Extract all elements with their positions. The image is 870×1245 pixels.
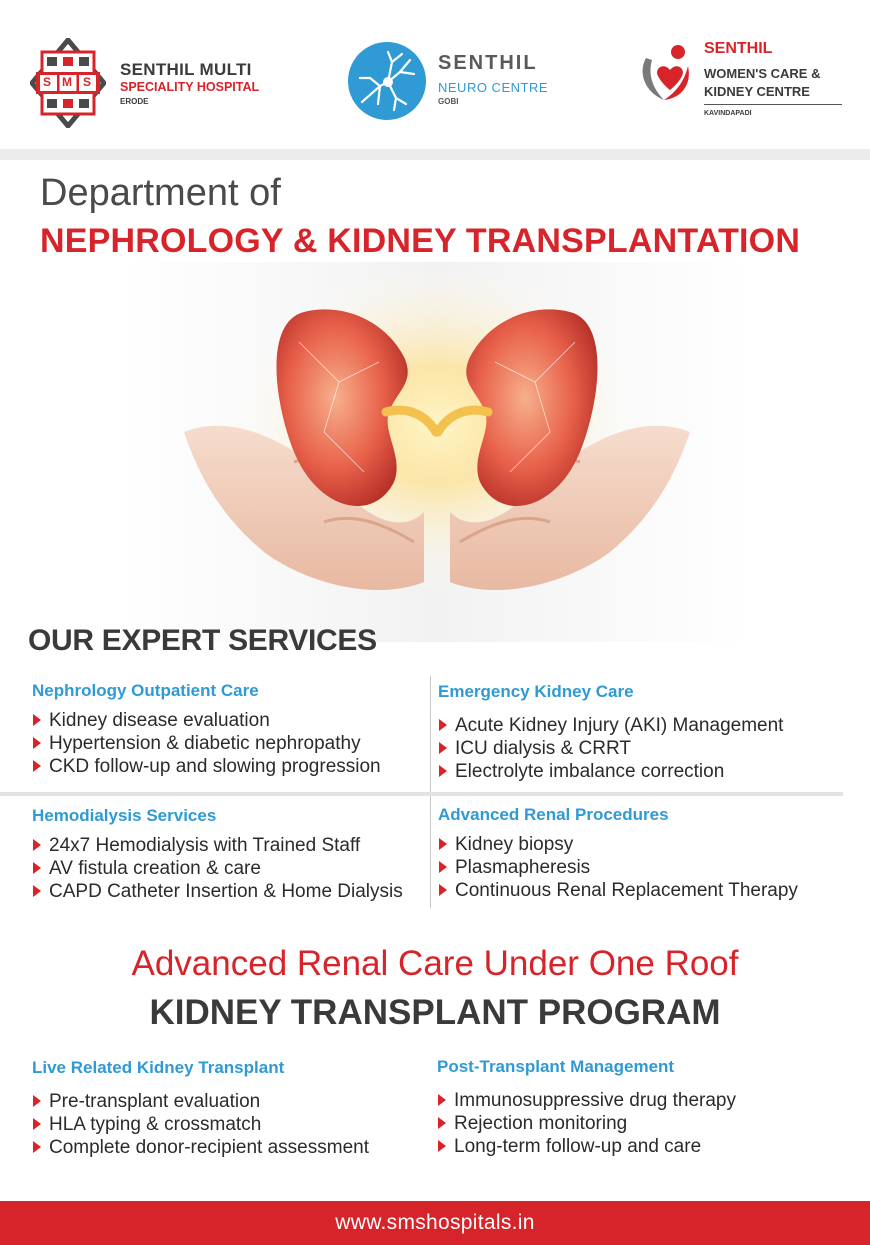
neuron-icon bbox=[348, 42, 426, 120]
tagline: Advanced Renal Care Under One Roof bbox=[131, 944, 739, 983]
service-block-title: Hemodialysis Services bbox=[32, 806, 217, 825]
arrow-bullet-icon bbox=[439, 719, 447, 731]
program-block-title: Post-Transplant Management bbox=[437, 1057, 675, 1076]
list-item: ICU dialysis & CRRT bbox=[438, 737, 783, 760]
transplant-program-heading: KIDNEY TRANSPLANT PROGRAM bbox=[149, 993, 721, 1032]
arrow-bullet-icon bbox=[33, 839, 41, 851]
service-block-hemodialysis bbox=[32, 806, 403, 903]
sms-name-line1: SENTHIL MULTI bbox=[120, 60, 252, 79]
department-title: NEPHROLOGY & KIDNEY TRANSPLANTATION bbox=[40, 222, 801, 260]
arrow-bullet-icon bbox=[438, 1094, 446, 1106]
arrow-bullet-icon bbox=[33, 1095, 41, 1107]
arrow-bullet-icon bbox=[33, 737, 41, 749]
list-item: Rejection monitoring bbox=[437, 1112, 736, 1135]
neuro-name-line2: NEURO CENTRE bbox=[438, 80, 549, 95]
arrow-bullet-icon bbox=[439, 765, 447, 777]
service-list bbox=[438, 714, 783, 783]
program-list bbox=[32, 1090, 369, 1159]
arrow-bullet-icon bbox=[33, 885, 41, 897]
website-link[interactable]: www.smshospitals.in bbox=[335, 1211, 535, 1234]
service-block-nephrology-outpatient bbox=[32, 681, 381, 778]
list-item: Kidney biopsy bbox=[438, 833, 798, 856]
program-block-live-related bbox=[32, 1058, 369, 1159]
service-block-title: Emergency Kidney Care bbox=[438, 682, 634, 701]
sms-name-line2: SPECIALITY HOSPITAL bbox=[120, 80, 260, 94]
program-list bbox=[437, 1089, 736, 1158]
arrow-bullet-icon bbox=[438, 1140, 446, 1152]
neuro-name-line1: SENTHIL bbox=[438, 52, 538, 74]
sms-location: ERODE bbox=[120, 97, 149, 106]
arrow-bullet-icon bbox=[439, 884, 447, 896]
sms-monogram: SMS bbox=[43, 75, 103, 89]
header-divider-bar bbox=[0, 149, 870, 160]
list-item: Hypertension & diabetic nephropathy bbox=[32, 732, 381, 755]
service-block-advanced-renal bbox=[438, 805, 798, 902]
women-name-line1: SENTHIL bbox=[704, 40, 773, 57]
arrow-bullet-icon bbox=[439, 838, 447, 850]
logo-divider bbox=[704, 104, 842, 105]
arrow-bullet-icon bbox=[33, 1118, 41, 1130]
women-name-line3: KIDNEY CENTRE bbox=[704, 84, 810, 99]
service-block-title: Nephrology Outpatient Care bbox=[32, 681, 259, 700]
service-block-title: Advanced Renal Procedures bbox=[438, 805, 669, 824]
arrow-bullet-icon bbox=[33, 862, 41, 874]
list-item: Continuous Renal Replacement Therapy bbox=[438, 879, 798, 902]
arrow-bullet-icon bbox=[33, 714, 41, 726]
neuro-centre-logo bbox=[348, 42, 578, 122]
list-item: Complete donor-recipient assessment bbox=[32, 1136, 369, 1159]
list-item: Immunosuppressive drug therapy bbox=[437, 1089, 736, 1112]
mother-child-heart-icon bbox=[638, 42, 694, 104]
womens-care-logo bbox=[638, 40, 848, 132]
list-item: Plasmapheresis bbox=[438, 856, 798, 879]
list-item: Long-term follow-up and care bbox=[437, 1135, 736, 1158]
department-prefix: Department of bbox=[40, 172, 281, 214]
sms-hospital-logo bbox=[30, 38, 290, 128]
list-item: HLA typing & crossmatch bbox=[32, 1113, 369, 1136]
program-block-post-transplant bbox=[437, 1057, 736, 1158]
list-item: 24x7 Hemodialysis with Trained Staff bbox=[32, 834, 403, 857]
list-item: Acute Kidney Injury (AKI) Management bbox=[438, 714, 783, 737]
arrow-bullet-icon bbox=[33, 1141, 41, 1153]
service-list bbox=[32, 709, 381, 778]
women-name-line2: WOMEN'S CARE & bbox=[704, 66, 821, 81]
list-item: Kidney disease evaluation bbox=[32, 709, 381, 732]
services-horizontal-divider bbox=[0, 792, 843, 796]
list-item: Pre-transplant evaluation bbox=[32, 1090, 369, 1113]
list-item: AV fistula creation & care bbox=[32, 857, 403, 880]
list-item: CKD follow-up and slowing progression bbox=[32, 755, 381, 778]
footer-bar bbox=[0, 1201, 870, 1245]
service-block-emergency-kidney bbox=[438, 682, 783, 783]
neuro-location: GOBI bbox=[438, 97, 459, 106]
service-list bbox=[32, 834, 403, 903]
arrow-bullet-icon bbox=[439, 742, 447, 754]
hero-kidneys-in-hands-image bbox=[124, 262, 750, 642]
services-heading: OUR EXPERT SERVICES bbox=[28, 624, 377, 657]
women-location: KAVINDAPADI bbox=[704, 110, 752, 117]
arrow-bullet-icon bbox=[438, 1117, 446, 1129]
list-item: CAPD Catheter Insertion & Home Dialysis bbox=[32, 880, 403, 903]
arrow-bullet-icon bbox=[33, 760, 41, 772]
service-list bbox=[438, 833, 798, 902]
arrow-bullet-icon bbox=[439, 861, 447, 873]
list-item: Electrolyte imbalance correction bbox=[438, 760, 783, 783]
program-block-title: Live Related Kidney Transplant bbox=[32, 1058, 285, 1077]
